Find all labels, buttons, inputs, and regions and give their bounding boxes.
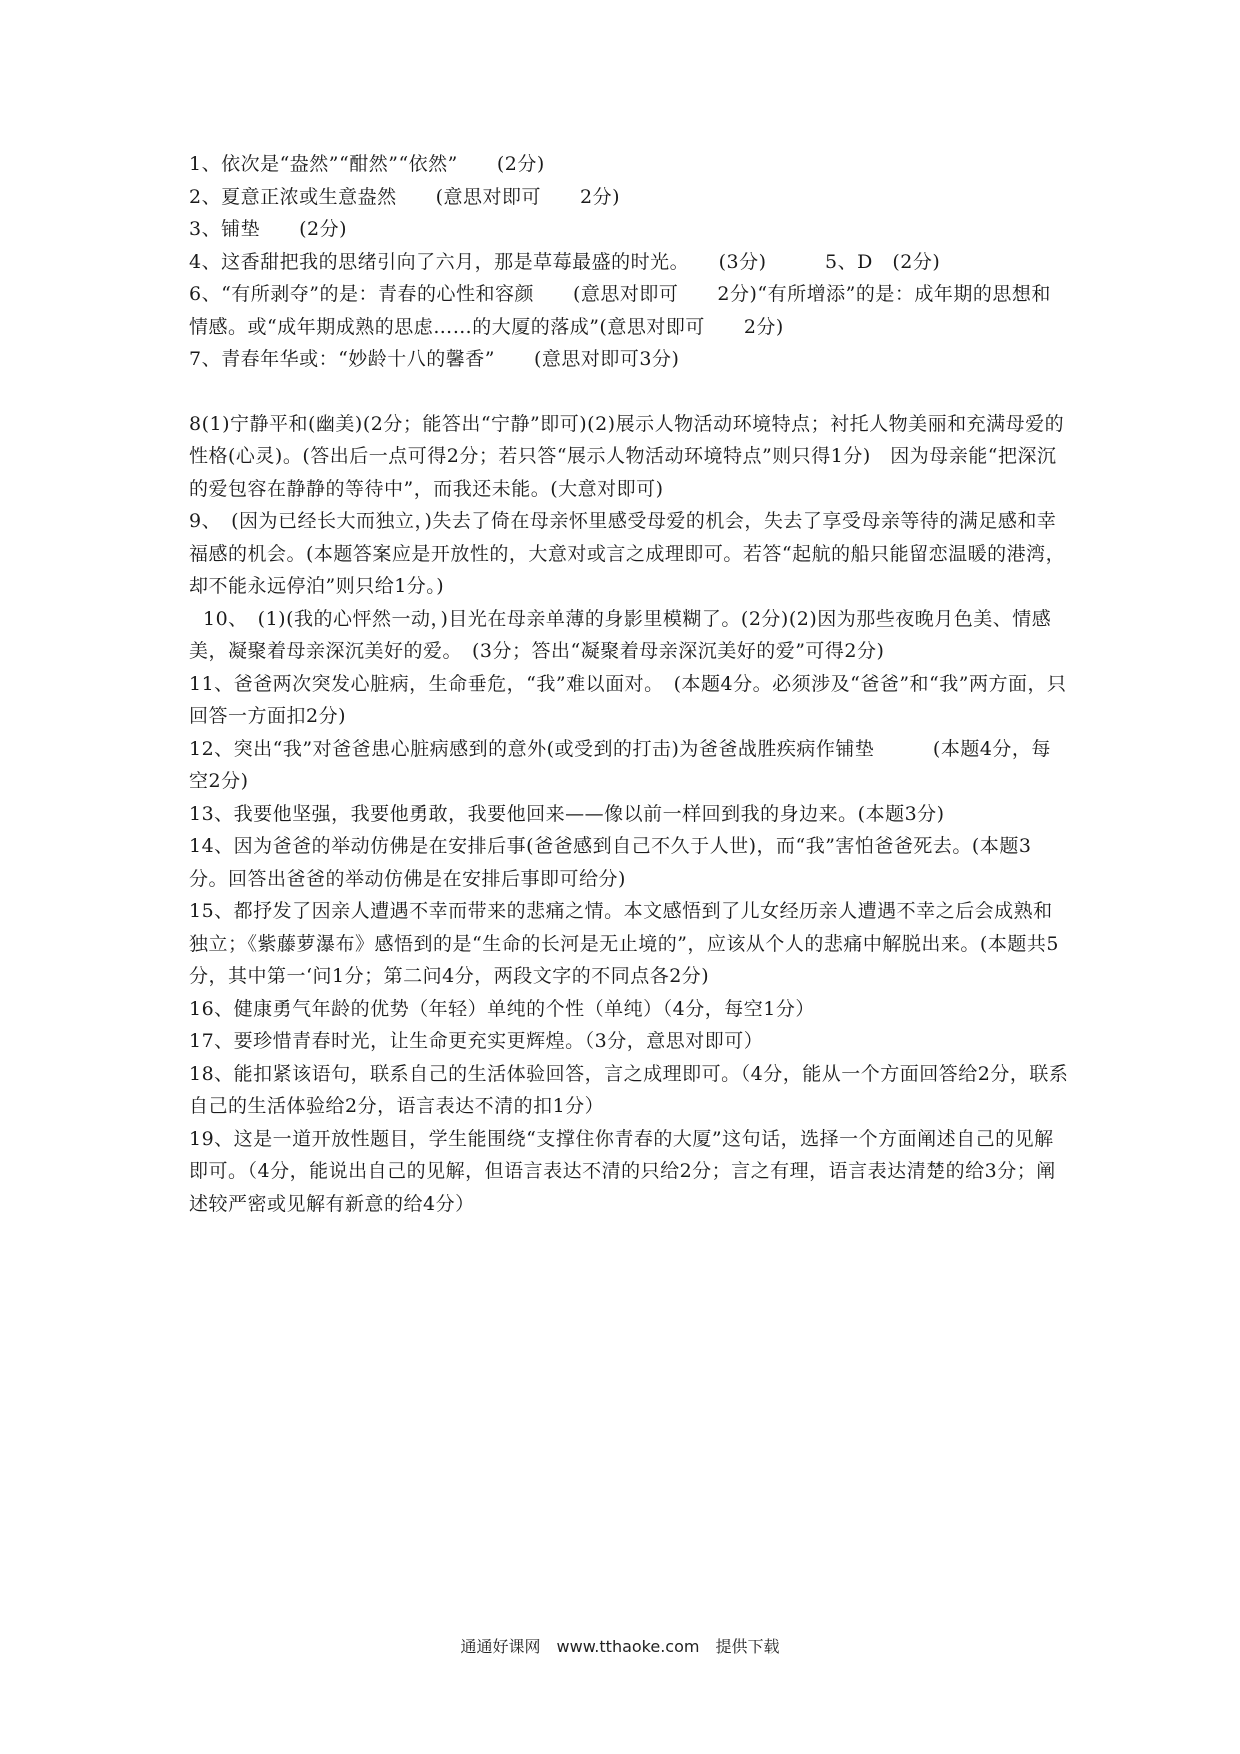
- answer-14: 14、因为爸爸的举动仿佛是在安排后事(爸爸感到自己不久于人世)，而“我”害怕爸爸死去。(本题3分。回答出爸爸的举动仿佛是在安排后事即可给分): [189, 835, 1032, 890]
- answer-12: 12、突出“我”对爸爸患心脏病感到的意外(或受到的打击)为爸爸战胜疾病作铺垫 (本题4分，每空2分): [189, 737, 1051, 792]
- page-footer: 通通好课网 www.tthaoke.com 提供下载: [460, 1637, 780, 1656]
- answer-18: 18、能扣紧该语句，联系自己的生活体验回答，言之成理即可。（4分，能从一个方面回答给2分，联系自己的生活体验给2分，语言表达不清的扣1分）: [189, 1062, 1069, 1117]
- answer-19: 19、这是一道开放性题目，学生能围绕“支撑住你青春的大厦”这句话，选择一个方面阐述自己的见解即可。（4分，能说出自己的见解，但语言表达不清的只给2分；言之有理，语言表达清楚的给3分；阐述较严密或见解有新意的给4分）: [189, 1127, 1056, 1215]
- answer-8: 8(1)宁静平和(幽美)(2分；能答出“宁静”即可)(2)展示人物活动环境特点；衬托人物美丽和充满母爱的性格(心灵)。(答出后一点可得2分；若只答“展示人物活动环境特点”则只得1分) 因为母亲能“把深沉的爱包容在静静的等待中”，而我还未能。(大意对即可): [189, 412, 1065, 500]
- answer-4-5: 4、这香甜把我的思绪引向了六月，那是草莓最盛的时光。 (3分) 5、D (2分): [189, 250, 941, 273]
- answer-7: 7、青春年华或：“妙龄十八的馨香” (意思对即可3分): [189, 348, 680, 370]
- answer-17: 17、要珍惜青春时光，让生命更充实更辉煌。（3分，意思对即可）: [189, 1030, 764, 1052]
- answer-2: 2、夏意正浓或生意盎然 (意思对即可 2分): [189, 185, 621, 208]
- answer-key: [189, 148, 1069, 1220]
- answer-15: 15、都抒发了因亲人遭遇不幸而带来的悲痛之情。本文感悟到了儿女经历亲人遭遇不幸之后会成熟和独立；《紫藤萝瀑布》感悟到的是“生命的长河是无止境的”，应该从个人的悲痛中解脱出来。(本题共5分，其中第一‘问1分；第二问4分，两段文字的不同点各2分): [189, 900, 1059, 987]
- answer-10: 10、 (1)(我的心怦然一动，)目光在母亲单薄的身影里模糊了。(2分)(2)因为那些夜晚月色美、情感美，凝聚着母亲深沉美好的爱。 (3分；答出“凝聚着母亲深沉美好的爱”可得2分): [189, 607, 1052, 662]
- answer-6: 6、“有所剥夺”的是：青春的心性和容颜 (意思对即可 2分)“有所增添”的是：成年期的思想和情感。或“成年期成熟的思虑……的大厦的落成”(意思对即可 2分): [189, 283, 1051, 338]
- answer-16: 16、健康勇气年龄的优势（年轻）单纯的个性（单纯）（4分，每空1分）: [189, 997, 815, 1020]
- answer-1: 1、依次是“盎然”“酣然”“依然” (2分): [189, 153, 545, 175]
- answer-11: 11、爸爸两次突发心脏病，生命垂危，“我”难以面对。 (本题4分。必须涉及“爸爸”和“我”两方面，只回答一方面扣2分): [189, 672, 1067, 727]
- section-gap: [189, 376, 1069, 408]
- answer-3: 3、铺垫 (2分): [189, 218, 348, 240]
- answer-13: 13、我要他坚强，我要他勇敢，我要他回来——像以前一样回到我的身边来。(本题3分): [189, 802, 945, 825]
- answer-9: 9、 (因为已经长大而独立，)失去了倚在母亲怀里感受母爱的机会，失去了享受母亲等待的满足感和幸福感的机会。(本题答案应是开放性的，大意对或言之成理即可。若答“起航的船只能留恋温暖的港湾，却不能永远停泊”则只给1分。): [189, 510, 1066, 597]
